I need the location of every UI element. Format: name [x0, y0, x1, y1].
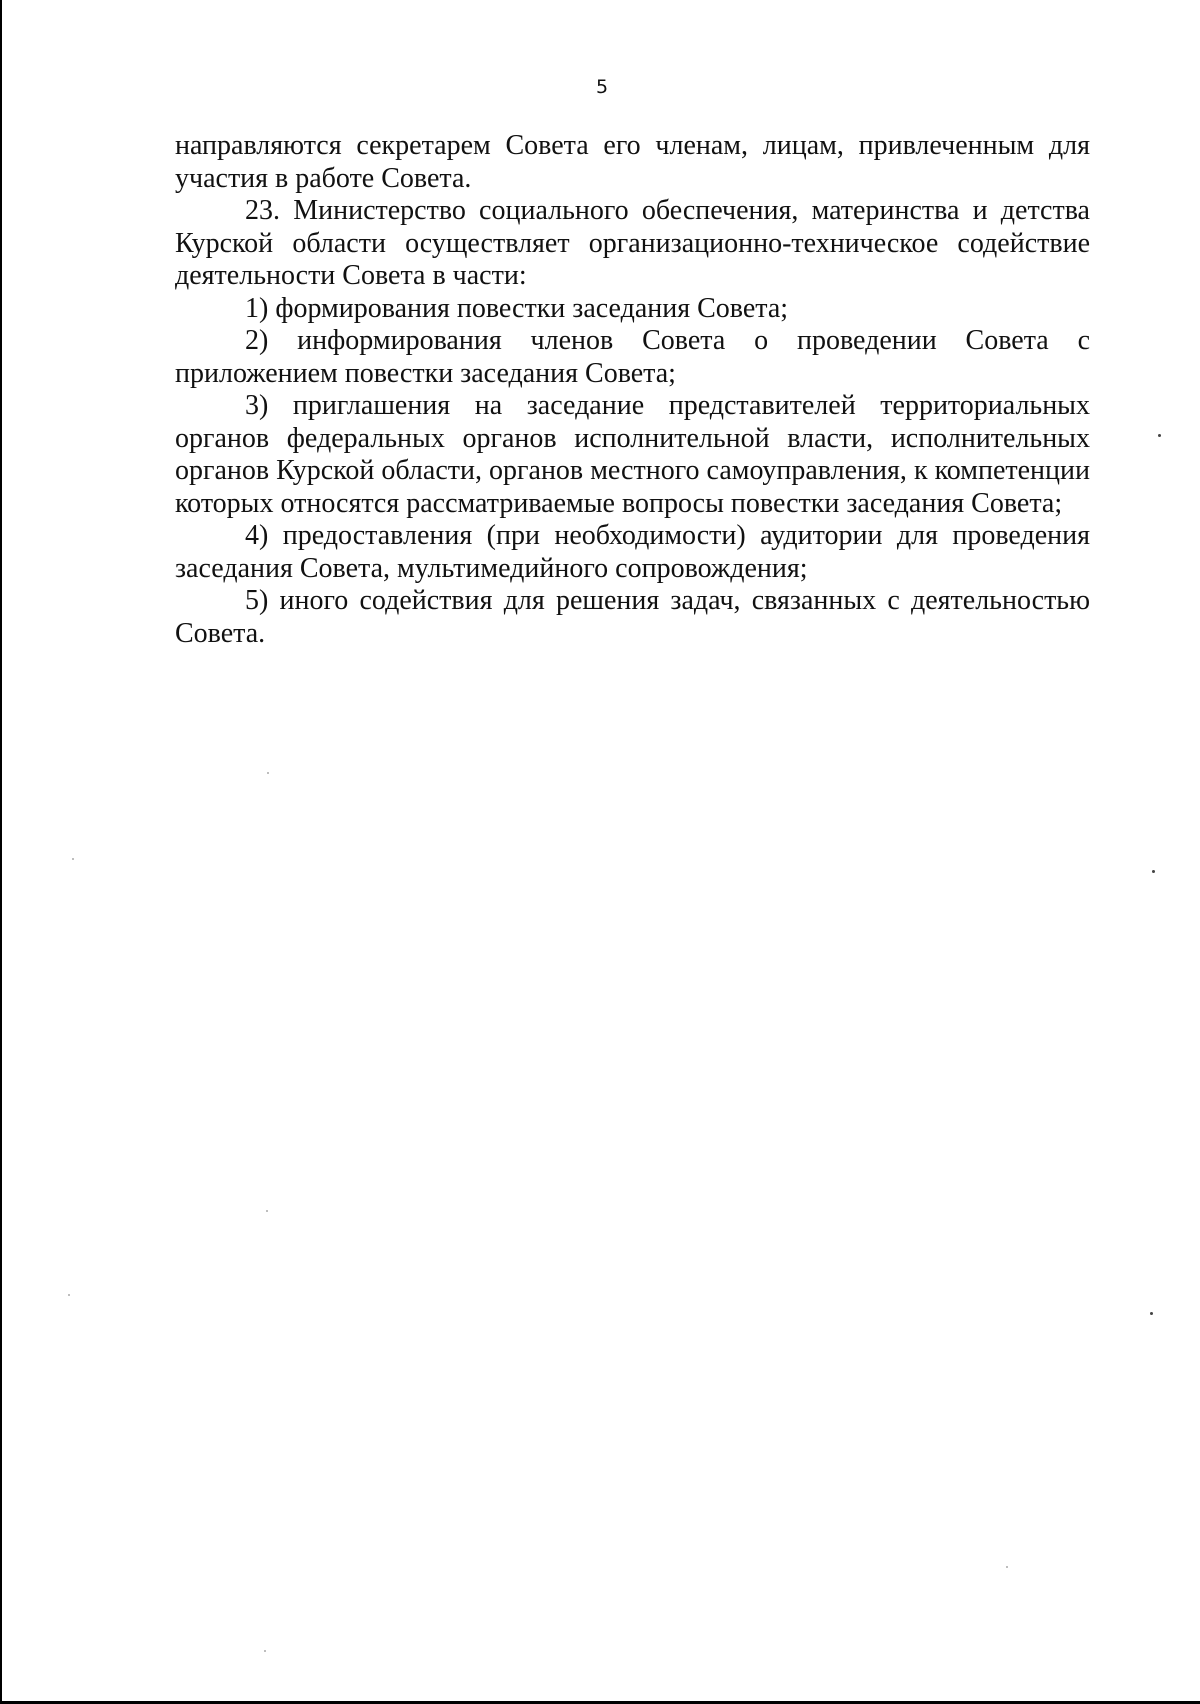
list-item-4: 4) предоставления (при необходимости) аудитории для проведения заседания Совета, мультимедийного сопровождения;: [175, 520, 1090, 584]
scan-speck: [1152, 870, 1155, 873]
scan-speck: [266, 1210, 268, 1212]
scan-speck: [68, 1294, 70, 1296]
list-item-5: 5) иного содействия для решения задач, связанных с деятельностью Совета.: [175, 585, 1090, 649]
page-number: 5: [595, 76, 609, 98]
scan-speck: [1158, 434, 1161, 437]
scan-speck: [72, 858, 74, 860]
paragraph-clause-23: 23. Министерство социального обеспечения, материнства и детства Курской области осуществляет организационно-техническое содействие деятельности Совета в части:: [175, 195, 1090, 291]
scan-speck: [1150, 1312, 1153, 1315]
scan-speck: [267, 772, 269, 774]
paragraph-continuation: направляются секретарем Совета его членам, лицам, привлеченным для участия в работе Совета.: [175, 130, 1090, 194]
scan-speck: [264, 1650, 266, 1652]
document-body: [175, 130, 1090, 650]
list-item-1: 1) формирования повестки заседания Совета;: [245, 292, 789, 324]
list-item-3: 3) приглашения на заседание представителей территориальных органов федеральных органов исполнительной власти, исполнительных органов Курской области, органов местного самоуправления, к компетенции которых относятся рассматриваемые вопросы повестки заседания Совета;: [175, 390, 1090, 519]
list-item-2: 2) информирования членов Совета о проведении Совета с приложением повестки заседания Совета;: [175, 325, 1090, 389]
scan-speck: [1006, 1566, 1008, 1568]
